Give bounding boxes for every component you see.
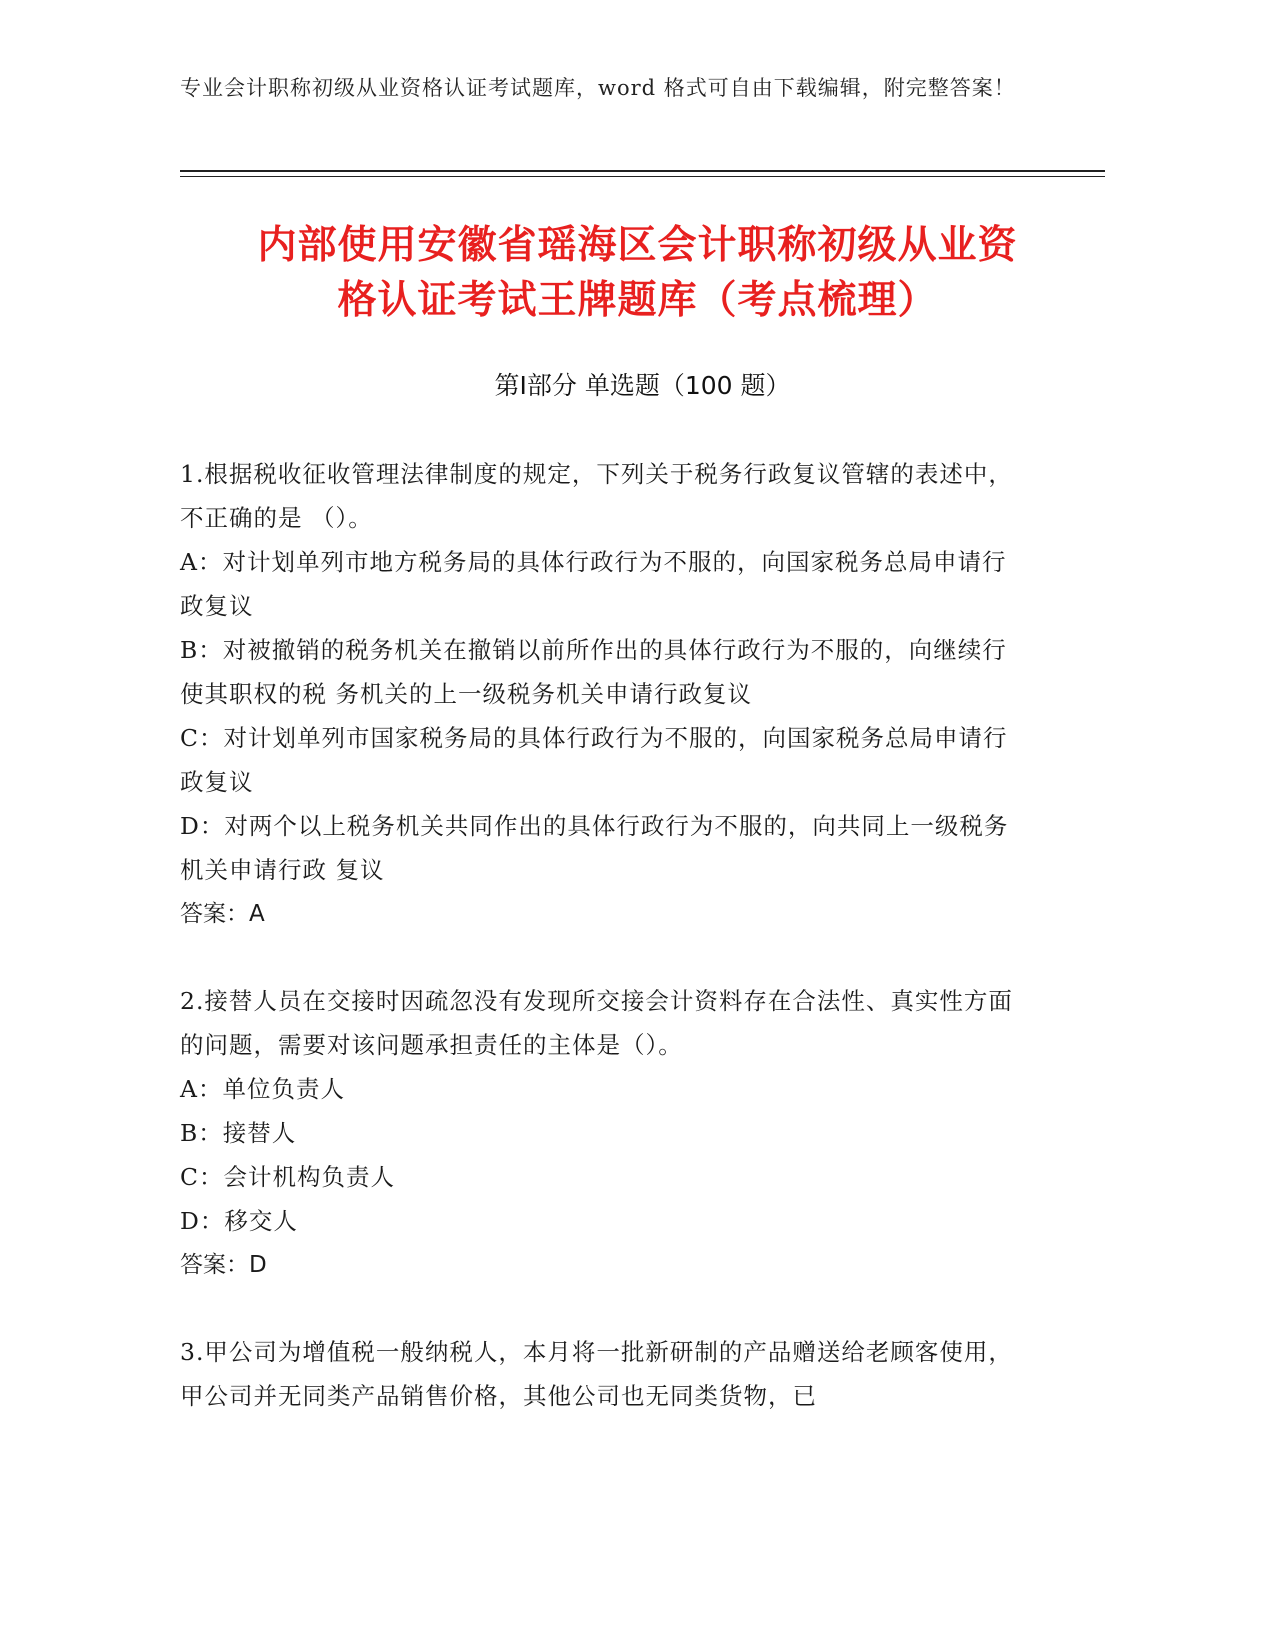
question-2: [180, 979, 1030, 1287]
question-stem: 3.甲公司为增值税一般纳税人，本月将一批新研制的产品赠送给老顾客使用，甲公司并无同类产品销售价格，其他公司也无同类货物，已: [180, 1338, 1013, 1410]
document-title: [150, 218, 1125, 328]
question-stem: 1.根据税收征收管理法律制度的规定，下列关于税务行政复议管辖的表述中，不正确的是 （）。: [180, 460, 1013, 532]
question-option-d: D：移交人: [180, 1207, 298, 1235]
question-list: [180, 452, 1030, 1461]
section-title: 第Ⅰ部分 单选题（100 题）: [494, 371, 791, 400]
question-option-b: B：对被撤销的税务机关在撤销以前所作出的具体行政行为不服的，向继续行使其职权的税 务机关的上一级税务机关申请行政复议: [180, 636, 1007, 708]
document-title-line-2: 格认证考试王牌题库（考点梳理）: [337, 278, 938, 323]
header-rule-thin: [180, 176, 1105, 177]
question-1: [180, 452, 1030, 936]
question-3: [180, 1330, 1030, 1418]
question-option-d: D：对两个以上税务机关共同作出的具体行政行为不服的，向共同上一级税务机关申请行政 复议: [180, 812, 1009, 884]
header-rule-thick: [180, 170, 1105, 172]
question-stem: 2.接替人员在交接时因疏忽没有发现所交接会计资料存在合法性、真实性方面的问题，需要对该问题承担责任的主体是（）。: [180, 987, 1013, 1059]
question-option-a: A：单位负责人: [180, 1075, 345, 1103]
question-option-c: C：对计划单列市国家税务局的具体行政行为不服的，向国家税务总局申请行政复议: [180, 724, 1008, 796]
question-option-a: A：对计划单列市地方税务局的具体行政行为不服的，向国家税务总局申请行政复议: [180, 548, 1007, 620]
question-option-c: C：会计机构负责人: [180, 1163, 395, 1191]
header-note: 专业会计职称初级从业资格认证考试题库，word 格式可自由下载编辑，附完整答案！: [180, 76, 1016, 100]
question-option-b: B：接替人: [180, 1119, 297, 1147]
document-title-line-1: 内部使用安徽省瑶海区会计职称初级从业资: [257, 223, 1018, 268]
question-answer: 答案：A: [180, 901, 265, 927]
question-answer: 答案：D: [180, 1252, 267, 1278]
